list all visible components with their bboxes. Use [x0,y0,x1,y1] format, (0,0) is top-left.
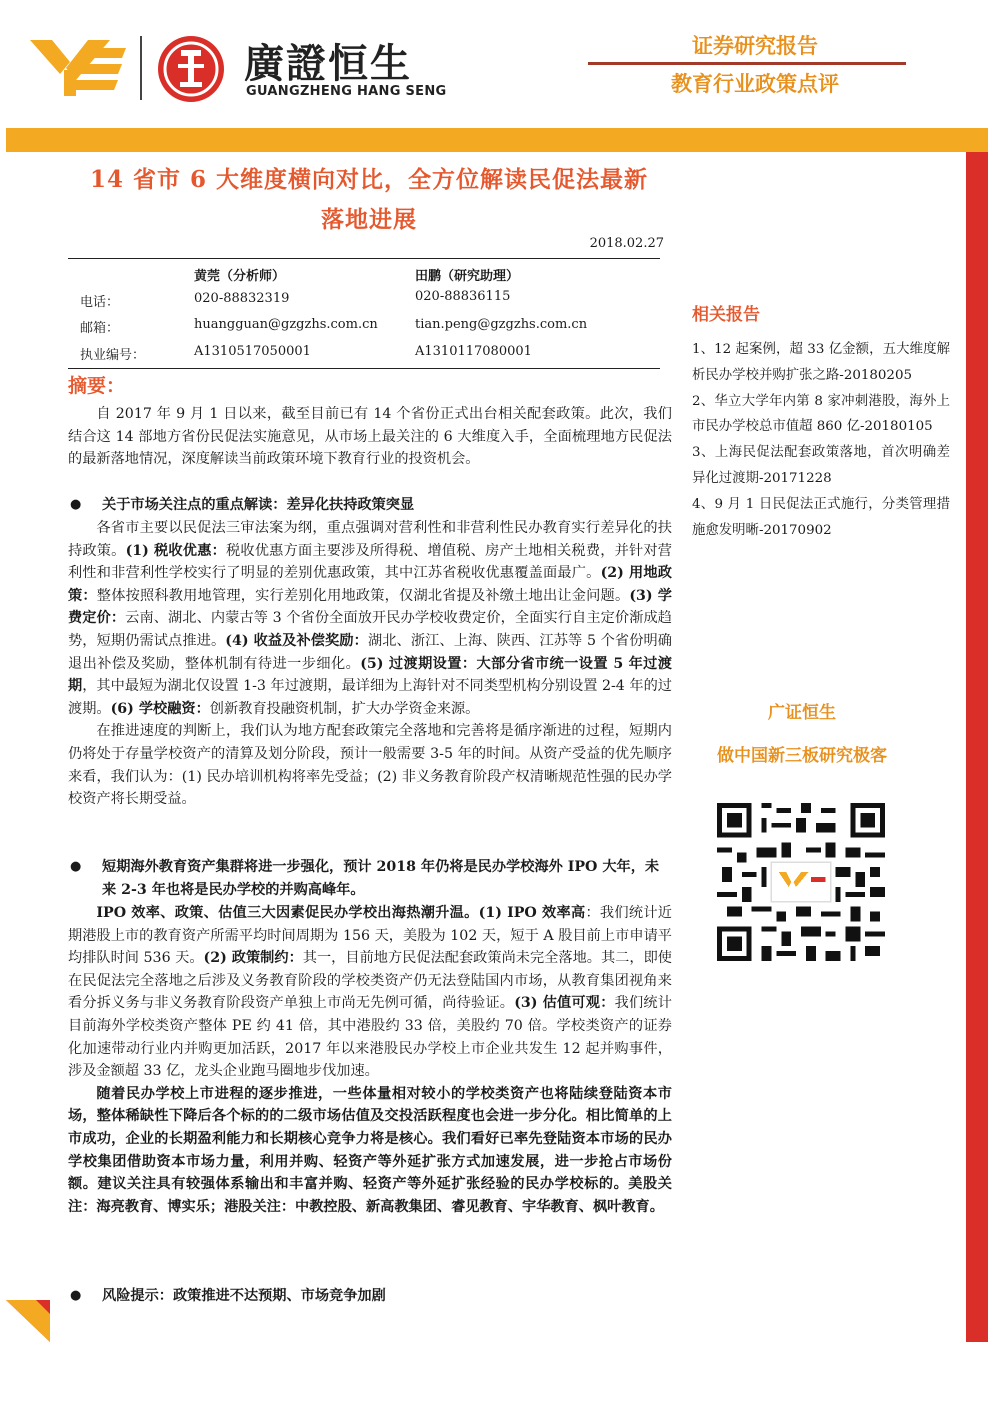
header-rule [588,62,906,65]
header-band [6,128,988,152]
text-span: 云南、湖北、内蒙古等 3 个省份全面放开民办学校收费定价，全面实行自主定价渐成趋势，短期仍需试点推进。 [68,610,672,649]
related-reports-heading: 相关报告 [692,305,760,325]
keyword-land: (2) 用地政策： [68,565,672,604]
bullet-2-paragraph-2: 随着民办学校上市进程的逐步推进，一些体量相对较小的学校类资产也将陆续登陆资本市场，整体稀缺性下降后各个标的的二级市场估值及交投活跃程度也会进一步分化。相比简单的上市成功，企业的长期盈利能力和长期核心竞争力将是核心。我们看好已率先登陆资本市场的民办学校集团借助资本市场力量，利用并购、轻资产等外延扩张方式加速发展，进一步抢占市场份额。建议关注具有较强体系输出和丰富并购、轻资产等外延扩张经验的民办学校标的。美股关注：海亮教育、博实乐；港股关注：中教控股、新高教集团、睿见教育、宇华教育、枫叶教育。 [68,1085,672,1215]
brand-name-en: GUANGZHENG HANG SENG [246,84,447,99]
keyword-tuition: (3) 学费定价： [68,587,672,627]
text-span: 各省市主要以民促法三审法案为纲，重点强调对营利性和非营利性民办教育实行差异化的扶持政策。 [68,520,672,559]
yf-logo-icon [30,38,130,98]
report-title [60,160,678,240]
analyst-1-name: 黄莞（分析师） [194,269,286,284]
related-reports-list [692,337,950,543]
keyword-financing: (6) 学校融资： [110,700,210,717]
text-span: 创新教育投融资机制，扩大办学资金来源。 [209,700,480,717]
analyst-1-license: A1310517050001 [194,344,311,359]
analyst-1-email: huangguan@gzgzhs.com.cn [194,317,378,332]
logo-divider [140,36,142,100]
bullet-1-body [68,517,672,811]
report-type: 证券研究报告 [692,34,818,58]
abstract-intro [68,403,672,471]
related-report-item[interactable]: 3、上海民促法配套政策落地，首次明确差异化过渡期-20171228 [692,445,950,486]
bullet-1-paragraph-2: 在推进速度的判断上，我们认为地方配套政策完全落地和完善将是循序渐进的过程，短期内仍将处于存量学校资产的清算及划分阶段，预计一般需要 3-5 年的时间。从资产受益的优先顺序来看，我们认为：(1) 民办培训机构将率先受益；(2) 非义务教育阶段产权清晰规范性强的民办学校资产将长期受益。 [68,723,672,808]
keyword-ipo: IPO 效率、政策、估值三大因素促民办学校出海热潮升温。(1) IPO 效率高 [96,905,586,921]
bullet-1-title: 关于市场关注点的重点解读：差异化扶持政策突显 [102,497,415,513]
bullet-icon: ● [70,1288,82,1303]
text-span: 湖北、浙江、上海、陕西、江苏等 5 个省份明确退出补偿及奖励，整体机制有待进一步细化。 [68,632,672,672]
bullet-2 [70,856,672,901]
qr-code-icon[interactable] [716,803,886,961]
text-span: 其一，目前地方民促法配套政策尚未完全落地。其二，即使在民促法完全落地之后涉及义务教育阶段的学校类资产仍无法登陆国内市场，从教育集团视角来看分拆义务与非义务教育阶段资产单独上市尚无先例可循，尚待验证。 [68,950,672,1012]
keyword-tax: (1) 税收优惠： [125,542,226,559]
side-bar [966,152,988,1342]
analyst-1-phone: 020-88832319 [194,291,290,306]
keyword-reward: (4) 收益及补偿奖励： [225,632,368,649]
table-rule-top [68,258,660,259]
hang-seng-seal-icon [156,34,226,104]
keyword-transition: (5) 过渡期设置：大部分省市统一设置 5 年过渡期 [68,655,672,695]
text-span: ，其中最短为湖北仅设置 1-3 年过渡期，最详细为上海针对不同类型机构分别设置 2-4 年的过渡期。 [68,678,672,717]
promo-slogan: 做中国新三板研究极客 [717,746,887,766]
analyst-2-email: tian.peng@gzgzhs.com.cn [415,317,588,332]
email-label: 邮箱： [80,321,120,336]
bullet-2-body [68,902,672,1218]
bullet-1-paragraph-1 [68,517,672,720]
bullet-icon: ● [70,859,82,874]
promo-brand: 广证恒生 [768,703,836,723]
report-date: 2018.02.27 [589,236,664,251]
phone-label: 电话： [80,295,120,310]
brand-name-cn: 廣證恒生 [244,41,412,87]
analyst-2-name: 田鹏（研究助理） [415,269,520,284]
table-rule-bottom [68,368,660,369]
intro-paragraph: 自 2017 年 9 月 1 日以来，截至目前已有 14 个省份正式出台相关配套政策。此次，我们结合这 14 部地方省份民促法实施意见，从市场上最关注的 6 大维度入手，全面梳理地方民促法的最新落地情况，深度解读当前政策环境下教育行业的投资机会。 [68,406,672,468]
related-report-item[interactable]: 1、12 起案例，超 33 亿金额，五大维度解析民办学校并购扩张之路-20180205 [692,342,950,383]
abstract-heading: 摘要： [68,375,126,397]
keyword-policy: (2) 政策制约： [203,950,303,967]
bullet-2-title: 短期海外教育资产集群将进一步强化，预计 2018 年仍将是民办学校海外 IPO 大年，未来 2-3 年也将是民办学校的并购高峰年。 [102,859,660,898]
text-span: 整体按照科教用地管理，实行差别化用地政策，仅湖北省提及补缴土地出让金问题。 [96,587,630,604]
risk-warning: 风险提示：政策推进不达预期、市场竞争加剧 [102,1288,386,1304]
related-report-item[interactable]: 2、华立大学年内第 8 家冲刺港股，海外上市民办学校总市值超 860 亿-20180105 [692,393,950,435]
title-line-1: 14 省市 6 大维度横向对比，全方位解读民促法最新 [89,166,649,193]
keyword-valuation: (3) 估值可观： [514,995,615,1012]
bullet-risk [70,1285,672,1308]
analyst-2-license: A1310117080001 [415,344,532,359]
bullet-1 [70,494,672,517]
analyst-2-phone: 020-88836115 [415,289,511,304]
text-span: ：我们统计近期港股上市的教育资产所需平均时间周期为 156 天，美股为 102 天，短于 A 股目前上市申请平均排队时间 536 天。 [68,905,672,967]
title-line-2: 落地进展 [321,206,417,233]
corner-triangle-icon [6,1300,50,1342]
license-label: 执业编号： [80,348,146,363]
text-span: 税收优惠方面主要涉及所得税、增值税、房产土地相关税费，并针对营利性和非营利性学校实行了明显的差别优惠政策，其中江苏省税收优惠覆盖面最广。 [68,542,672,582]
bullet-2-paragraph-1 [68,902,672,1083]
report-subtype: 教育行业政策点评 [671,72,839,96]
related-report-item[interactable]: 4、9 月 1 日民促法正式施行，分类管理措施愈发明晰-20170902 [692,496,950,538]
text-span: 我们统计目前海外学校类资产整体 PE 约 41 倍，其中港股约 33 倍，美股约 70 倍。学校类资产的证券化加速带动行业内并购更加活跃，2017 年以来港股民办学校上市企业共发生 12 起并购事件，涉及金额超 33 亿，龙头企业跑马圈地步伐加速。 [68,995,672,1080]
bullet-icon: ● [70,497,82,512]
